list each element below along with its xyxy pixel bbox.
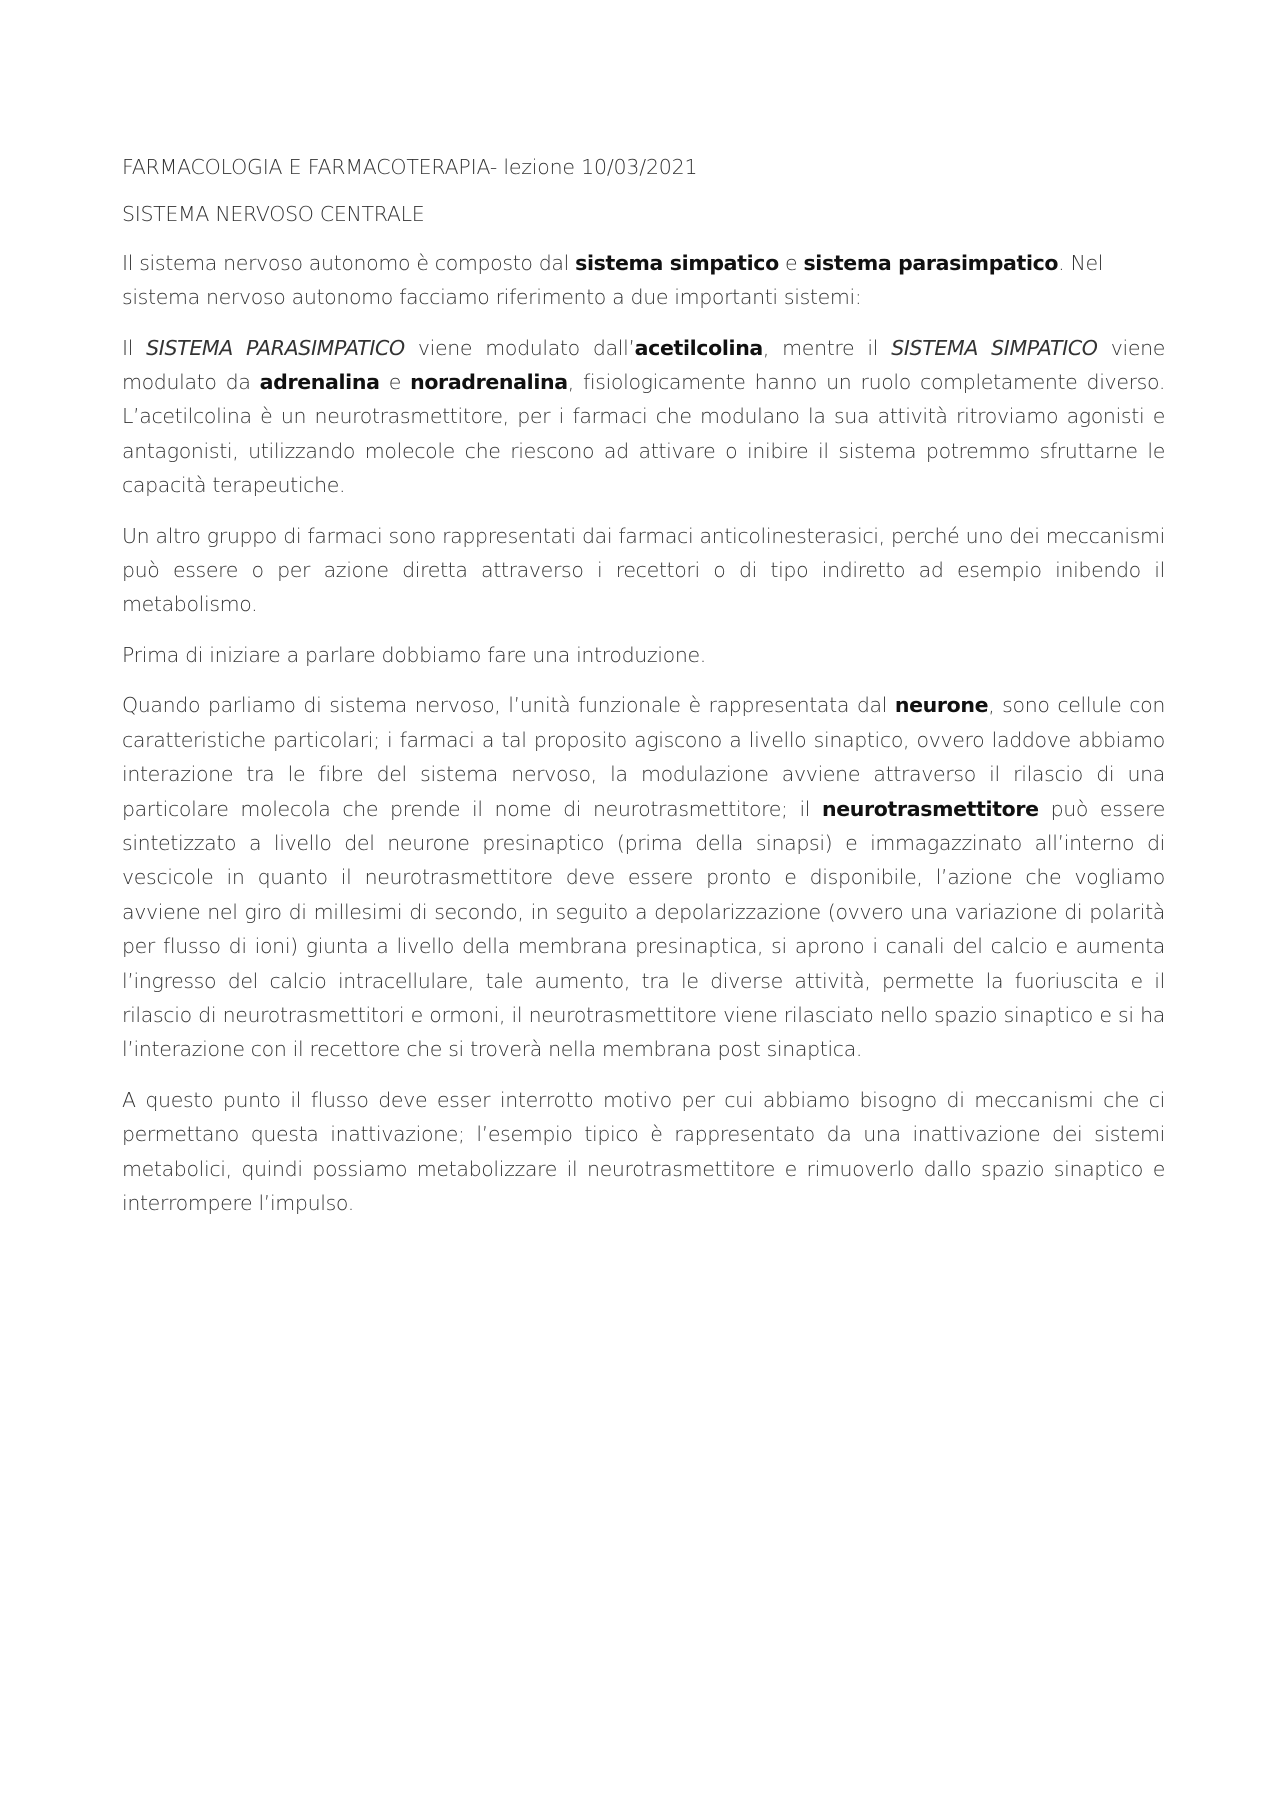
p2-italic-simpatico: SISTEMA SIMPATICO [891,335,1098,360]
p1-bold-simpatico: sistema simpatico [575,250,779,275]
paragraph-6: A questo punto il flusso deve esser interrotto motivo per cui abbiamo bisogno di meccanismi che ci permettano questa inattivazione; l’esempio tipico è rappresentato da una inattivazione dei sistemi metabolici, quindi possiamo metabolizzare il neurotrasmettitore e rimuoverlo dallo spazio sinaptico e interrompere l’impulso. [122,1087,1165,1215]
paragraph-3: Un altro gruppo di farmaci sono rappresentati dai farmaci anticolinesterasici, perché uno dei meccanismi può essere o per azione diretta attraverso i recettori o di tipo indiretto ad esempio inibendo il metabolismo. [122,523,1165,617]
p1-text-1: Il sistema nervoso autonomo è composto dal [122,250,576,275]
section-title: SISTEMA NERVOSO CENTRALE [122,202,425,227]
p2-text-6: , fisiologicamente hanno un ruolo completamente diverso. L’acetilcolina è un neurotrasmettitore, per i farmaci che modulano la sua attività ritroviamo agonisti e antagonisti, utilizzando molecole che riescono ad attivare o inibire il sistema potremmo sfruttarne le capacità terapeutiche. [122,370,1165,498]
document-header: FARMACOLOGIA E FARMACOTERAPIA- lezione 10/03/2021 [122,155,698,179]
paragraph-4: Prima di iniziare a parlare dobbiamo fare una introduzione. [122,642,706,667]
p1-text-3: . Nel sistema nervoso autonomo facciamo riferimento a due importanti sistemi: [122,250,1104,310]
p5-text-3: può essere sintetizzato a livello del neurone presinaptico (prima della sinapsi) e immagazzinato all’interno di vescicole in quanto il neurotrasmettitore deve essere pronto e disponibile, l’azione che vogliamo avviene nel giro di millesimi di secondo, in seguito a depolarizzazione (ovvero una variazione di polarità per flusso di ioni) giunta a livello della membrana presinaptica, si aprono i canali del calcio e aumenta l’ingresso del calcio intracellulare, tale aumento, tra le diverse attività, permette la fuoriuscita e il rilascio di neurotrasmettitori e ormoni, il neurotrasmettitore viene rilasciato nello spazio sinaptico e si ha l’interazione con il recettore che si troverà nella membrana post sinaptica. [122,796,1166,1062]
p5-bold-neurone: neurone [894,693,989,718]
p1-bold-parasimpatico: sistema parasimpatico [803,250,1059,275]
p2-text-3: , mentre il [762,335,892,360]
document-body [122,150,1165,1236]
p2-bold-acetilcolina: acetilcolina [634,335,763,360]
p5-text-2: , sono cellule con caratteristiche particolari; i farmaci a tal proposito agiscono a livello sinaptico, ovvero laddove abbiamo interazione tra le fibre del sistema nervoso, la modulazione avviene attraverso il rilascio di una particolare molecola che prende il nome di neurotrasmettitore; il [122,693,1166,821]
paragraph-5 [122,688,1165,1066]
paragraph-2 [122,331,1165,503]
p2-bold-noradrenalina: noradrenalina [410,370,568,395]
p2-text-2: viene modulato dall’ [404,335,635,360]
p5-bold-neurotrasmettitore: neurotrasmettitore [822,796,1039,821]
p2-bold-adrenalina: adrenalina [259,370,380,395]
p2-text-1: Il [122,335,147,360]
p2-text-4: viene modulato da [122,335,1165,395]
p2-text-5: e [379,370,411,395]
p5-text-1: Quando parliamo di sistema nervoso, l’unità funzionale è rappresentata dal [122,693,895,718]
paragraph-1 [122,246,1165,315]
p2-italic-parasimpatico: SISTEMA PARASIMPATICO [146,335,405,360]
p1-text-2: e [778,250,804,275]
